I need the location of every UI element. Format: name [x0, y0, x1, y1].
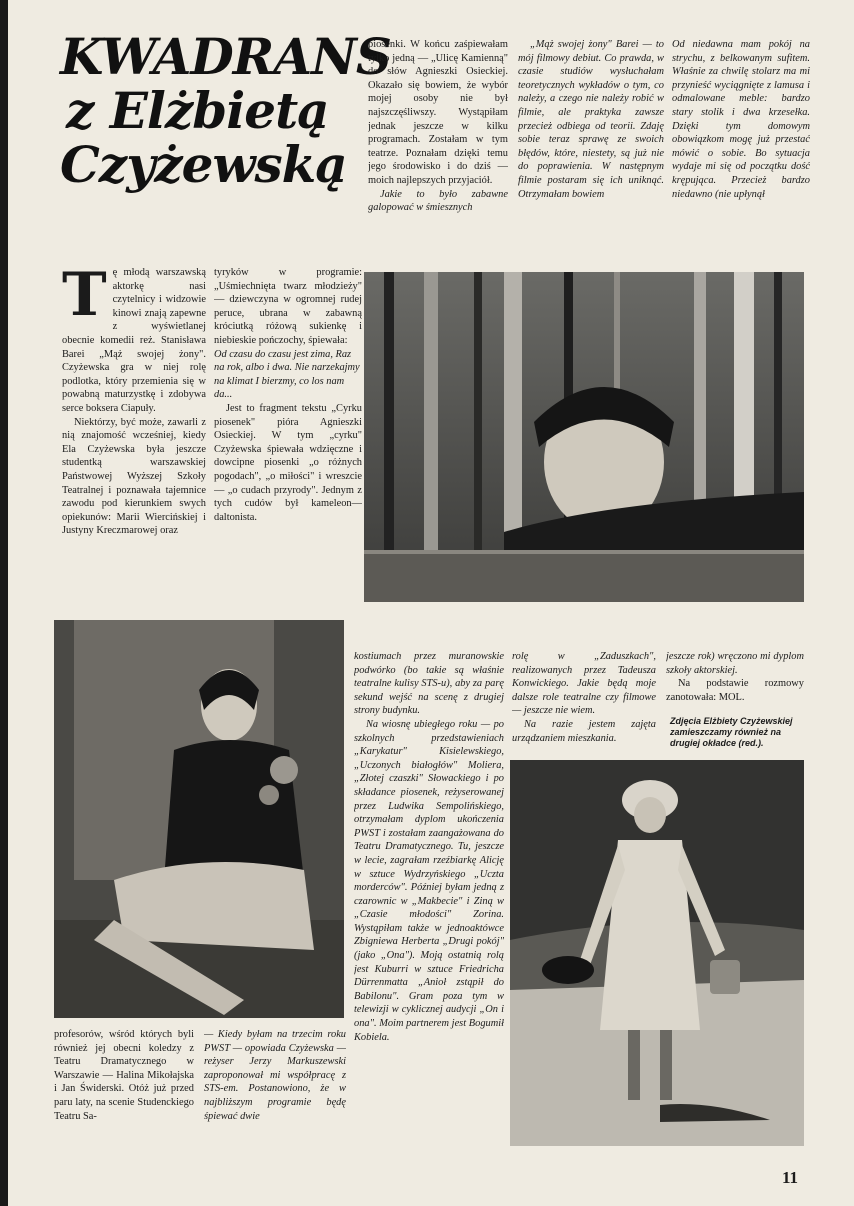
paragraph: Na wiosnę ubiegłego roku — po szkolnych przedstawieniach „Karykatur" Kisielewskiego, „Uczonych białogłów" Moliera, „Złotej czaszki" Słowackiego i po składance piosenek, reżyserowanej przez Ludwika Sempolińskiego, otrzymałam dyplom ukończenia PWST i zostałam zaangażowana do Teatru Dramatycznego. Tu, jeszcze w lecie, zagrałam rzeźbiarkę Alicję w sztuce Wydrzyńskiego „Uczta morderców". Później byłam jedną z czarownic w „Makbecie" i Ziną w „Czasie młodości" Zorina. Wystąpiłam także w jednoaktówce Zbigniewa Herberta „Drugi pokój" (jako „Ona"). Moją ostatnią rolą jest Kuburri w sztuce Friedricha Dürrenmatta „Anioł zstąpił do Babilonu". Gram poza tym w telewizji w cyklicznej audycji „On i ona". Moim partnerem jest Bogumił Kobiela. — [354, 718, 504, 1043]
column-bot-5 — [666, 650, 804, 714]
title-line-2: z Elżbietą — [66, 81, 329, 140]
column-bot-1 — [54, 1028, 194, 1158]
paragraph: rolę w „Zaduszkach", realizowanych przez Tadeusza Konwickiego. Jakie będą moje dalsze role teatralne czy filmowe — jeszcze nie wiem. — [512, 651, 656, 717]
article-title — [60, 27, 391, 194]
paragraph: profesorów, wśród których byli również jej obecni koledzy z Teatru Dramatycznego w Warszawie — Halina Mikołajska i Jan Świderski. Otóż już przed paru laty, na scenie Studenckiego Teatru Sa- — [54, 1029, 194, 1122]
photo-portrait-forest — [364, 272, 804, 602]
paragraph: „Mąż swojej żony" Barei — to mój filmowy debiut. Co prawda, w czasie studiów wysłuchałam teoretycznych wykładów o tym, co należy, a czego nie należy robić w filmie, ale praktyka zawsze przecież odbiega od teorii. Zdaję sobie teraz sprawę ze swoich błędów, które, niestety, są już nie do poprawienia. W następnym filmie postaram się ich uniknąć. Otrzymałam bowiem — [518, 39, 664, 200]
photo-sitting-image — [54, 620, 344, 1018]
paragraph: kostiumach przez muranowskie podwórko (bo takie są właśnie teatralne kulisy STS-u), aby za parę sekund wejść na scenę z drugiej strony budynku. — [354, 651, 504, 717]
photo-caption: Zdjęcia Elżbiety Czyżewskiej zamieszczamy również na drugiej okładce (red.). — [670, 716, 793, 748]
paragraph: — Kiedy byłam na trzecim roku PWST — opowiada Czyżewska — reżyser Jerzy Markuszewski zaproponował mi współpracę z STS-em. Postanowiono, że w najbliższym programie będę śpiewać dwie — [204, 1029, 346, 1122]
column-mid-1 — [62, 266, 206, 606]
photo-sitting-under-tree — [54, 620, 344, 1018]
title-line-1: KWADRANS — [60, 27, 391, 86]
paragraph: jeszcze rok) wręczono mi dyplom szkoły aktorskiej. — [666, 651, 804, 676]
column-top-2 — [518, 38, 664, 238]
lead-paragraph: Tę młodą warszawską aktorkę nasi czytelnicy i widzowie kinowi znają zapewne z wyświetlanej obecnie komedii reż. Stanisława Barei „Mąż swojej żony". Czyżewska gra w niej rolę podlotka, który przemienia się w powabną maturzystkę i zdobywa serce boksera Ciapuły. — [62, 266, 206, 414]
paragraph: piosenki. W końcu zaśpiewałam tylko jedną — „Ulicę Kamienną" do słów Agnieszki Osieckiej. Okazało się bowiem, że wybór mojej osoby nie był najszczęśliwszy. Wystąpiłam jednak jeszcze w kilku programach. Zostałam w tym teatrze. Poznałam dzięki temu jego środowisko i do dziś — moich najlepszych przyjaciół. — [368, 39, 508, 186]
paragraph: Niektórzy, być może, zawarli z nią znajomość wcześniej, kiedy Ela Czyżewska była jeszcze studentką warszawskiej Państwowej Wyższej Szkoły Teatralnej i poznawała tajemnice zawodu pod kierunkiem swych opiekunów: Marii Wiercińskiej i Justyny Kreczmarowej oraz — [62, 416, 206, 537]
column-top-1 — [368, 38, 508, 238]
column-bot-2 — [204, 1028, 346, 1158]
paragraph: Na razie jestem zajęta urządzaniem mieszkania. — [512, 718, 656, 744]
photo-portrait-forest-image — [364, 272, 804, 602]
column-mid-2 — [214, 266, 362, 606]
paragraph: Jakie to było zabawne galopować w śmiesznych — [368, 188, 508, 214]
paragraph: Jest to fragment tekstu „Cyrku piosenek" pióra Agnieszki Osieckiej. W tym „cyrku" Czyżewska śpiewała wdzięczne i dowcipne piosenki „o różnych pogodach", „o miłości" i wreszcie — „o cudach przyrody". Jednym z tych cudów był kameleon—daltonista. — [214, 402, 362, 523]
paragraph: Od niedawna mam pokój na strychu, z belkowanym sufitem. Właśnie za chwilę stolarz ma mi przynieść wyciągnięte z lamusa i odmalowane meble: bardzo stary stolik i dwa krzesełka. Dzięki tym domowym obowiązkom mogę już przestać mówić o sobie. Bo sytuacja wydaje mi się od początku dość krępująca. Przecież bardzo niedawno (nie upłynął — [672, 39, 810, 200]
magazine-page — [8, 0, 854, 1206]
column-top-3 — [672, 38, 810, 238]
photo-standing-coat — [510, 760, 804, 1146]
column-bot-4 — [512, 650, 656, 760]
photo-standing-image — [510, 760, 804, 1146]
title-line-3: Czyżewską — [60, 135, 347, 194]
column-bot-3 — [354, 650, 504, 1152]
drop-cap: T — [62, 266, 107, 330]
page-number: 11 — [781, 1168, 798, 1187]
paragraph: tyryków w programie: „Uśmiechnięta twarz młodzieży" — dziewczyna w ogromnej rudej peruce, ubrana w zabawną króciutką różową sukienkę i niebieskie pończochy, śpiewała: — [214, 267, 362, 346]
poem: Od czasu do czasu jest zima, Raz na rok, albo i dwa. Nie narzekajmy na klimat I bierzmy, co los nam da... — [214, 348, 360, 401]
signature: Na podstawie rozmowy zanotowała: MOL. — [666, 678, 804, 703]
